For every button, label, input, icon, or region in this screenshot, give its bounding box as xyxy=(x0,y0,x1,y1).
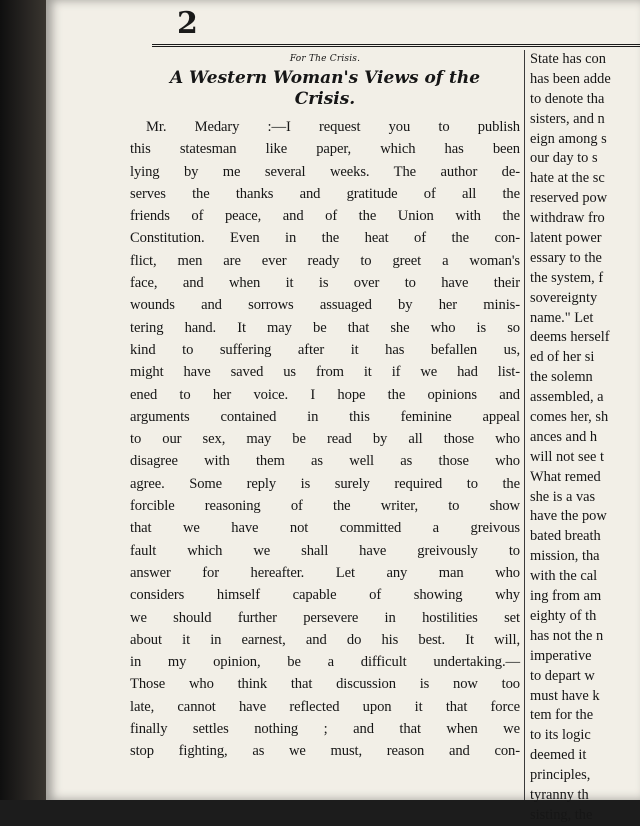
adjacent-line: to denote tha xyxy=(530,90,605,107)
article-line: answer for hereafter. Let any man who xyxy=(130,564,520,581)
header-rule xyxy=(152,44,640,49)
article-line: stop fighting, as we must, reason and con- xyxy=(130,743,520,760)
adjacent-line: bated breath xyxy=(530,528,601,545)
adjacent-line: sovereignty xyxy=(530,289,598,306)
adjacent-line: to depart w xyxy=(530,667,595,684)
adjacent-line: principles, xyxy=(530,767,591,784)
article-line: we should further persevere in hostilities set xyxy=(130,609,520,626)
adjacent-line: name." Let xyxy=(530,309,594,326)
article-line: finally settles nothing ; and that when we xyxy=(130,721,520,738)
article-line: ened to her voice. I hope the opinions and xyxy=(130,386,520,403)
adjacent-line: have the pow xyxy=(530,508,607,525)
adjacent-line: What remed xyxy=(530,468,601,485)
adjacent-line: latent power xyxy=(530,230,602,247)
adjacent-line: sisters, and n xyxy=(530,110,605,127)
adjacent-line: essary to the xyxy=(530,249,602,266)
article-column xyxy=(130,54,520,763)
adjacent-line: hate at the sc xyxy=(530,170,605,187)
binding-spine xyxy=(0,0,48,800)
adjacent-line: sisting, the xyxy=(530,806,593,823)
page-number: 2 xyxy=(177,6,198,41)
article-line: about it in earnest, and do his best. It will, xyxy=(130,631,520,648)
adjacent-line: she is a vas xyxy=(530,488,596,505)
article-line: agree. Some reply is surely required to the xyxy=(130,475,520,492)
article-line: face, and when it is over to have their xyxy=(130,275,520,292)
adjacent-line: mission, tha xyxy=(530,548,600,565)
article-line: this statesman like paper, which has been xyxy=(130,141,520,158)
adjacent-line: has been adde xyxy=(530,70,611,87)
adjacent-line: the system, f xyxy=(530,269,604,286)
adjacent-line: reserved pow xyxy=(530,190,608,207)
article-line: late, cannot have reflected upon it that force xyxy=(130,698,520,715)
article-line: friends of peace, and of the Union with the xyxy=(130,208,520,225)
article-line: Constitution. Even in the heat of the con- xyxy=(130,230,520,247)
article-headline xyxy=(130,68,520,110)
adjacent-line: ances and h xyxy=(530,428,598,445)
article-line: flict, men are ever ready to greet a woman's xyxy=(130,252,520,269)
article-line: lying by me several weeks. The author de- xyxy=(130,163,520,180)
adjacent-line: withdraw fro xyxy=(530,210,605,227)
headline-line: A Western Woman's Views of the xyxy=(169,68,481,88)
adjacent-line: assembled, a xyxy=(530,389,604,406)
adjacent-line: must have k xyxy=(530,687,600,704)
adjacent-line: imperative xyxy=(530,647,592,664)
article-line: that we have not committed a greivous xyxy=(130,520,520,537)
adjacent-line: tem for the xyxy=(530,707,594,724)
adjacent-line: with the cal xyxy=(530,568,598,585)
adjacent-line: the solemn xyxy=(530,369,593,386)
adjacent-line: ed of her si xyxy=(530,349,595,366)
adjacent-column xyxy=(530,50,640,826)
adjacent-line: eighty of th xyxy=(530,607,597,624)
article-line: tering hand. It may be that she who is so xyxy=(130,319,520,336)
adjacent-line: deems herself xyxy=(530,329,610,346)
article-line: Mr. Medary :—I request you to publish xyxy=(146,119,520,135)
adjacent-line: ing from am xyxy=(530,588,602,605)
adjacent-line: will not see t xyxy=(530,448,604,465)
adjacent-line: our day to s xyxy=(530,150,598,167)
adjacent-line: eign among s xyxy=(530,130,607,147)
article-kicker: For The Crisis. xyxy=(289,54,361,64)
adjacent-line: tyranny th xyxy=(530,786,589,803)
article-line: considers himself capable of showing why xyxy=(130,587,520,604)
article-line: might have saved us from it if we had list- xyxy=(130,364,520,381)
headline-line: Crisis. xyxy=(294,89,356,109)
article-line: in my opinion, be a difficult undertaking.— xyxy=(130,654,520,671)
adjacent-line: to its logic xyxy=(530,727,591,744)
adjacent-line: has not the n xyxy=(530,627,604,644)
adjacent-column-body xyxy=(530,50,640,826)
adjacent-line: deemed it xyxy=(530,747,587,764)
article-line: arguments contained in this feminine appeal xyxy=(130,408,520,425)
article-line: forcible reasoning of the writer, to show xyxy=(130,498,520,515)
article-line: wounds and sorrows assuaged by her minis- xyxy=(130,297,520,314)
article-line: kind to suffering after it has befallen us, xyxy=(130,341,520,358)
adjacent-line: comes her, sh xyxy=(530,409,609,426)
article-line: serves the thanks and gratitude of all the xyxy=(130,185,520,202)
adjacent-line: State has con xyxy=(530,51,606,67)
article-body xyxy=(130,116,520,763)
article-line: disagree with them as well as those who xyxy=(130,453,520,470)
article-line: fault which we shall have greivously to xyxy=(130,542,520,559)
article-line: to our sex, may be read by all those who xyxy=(130,431,520,448)
column-divider xyxy=(524,50,525,800)
article-line: Those who think that discussion is now too xyxy=(130,676,520,693)
